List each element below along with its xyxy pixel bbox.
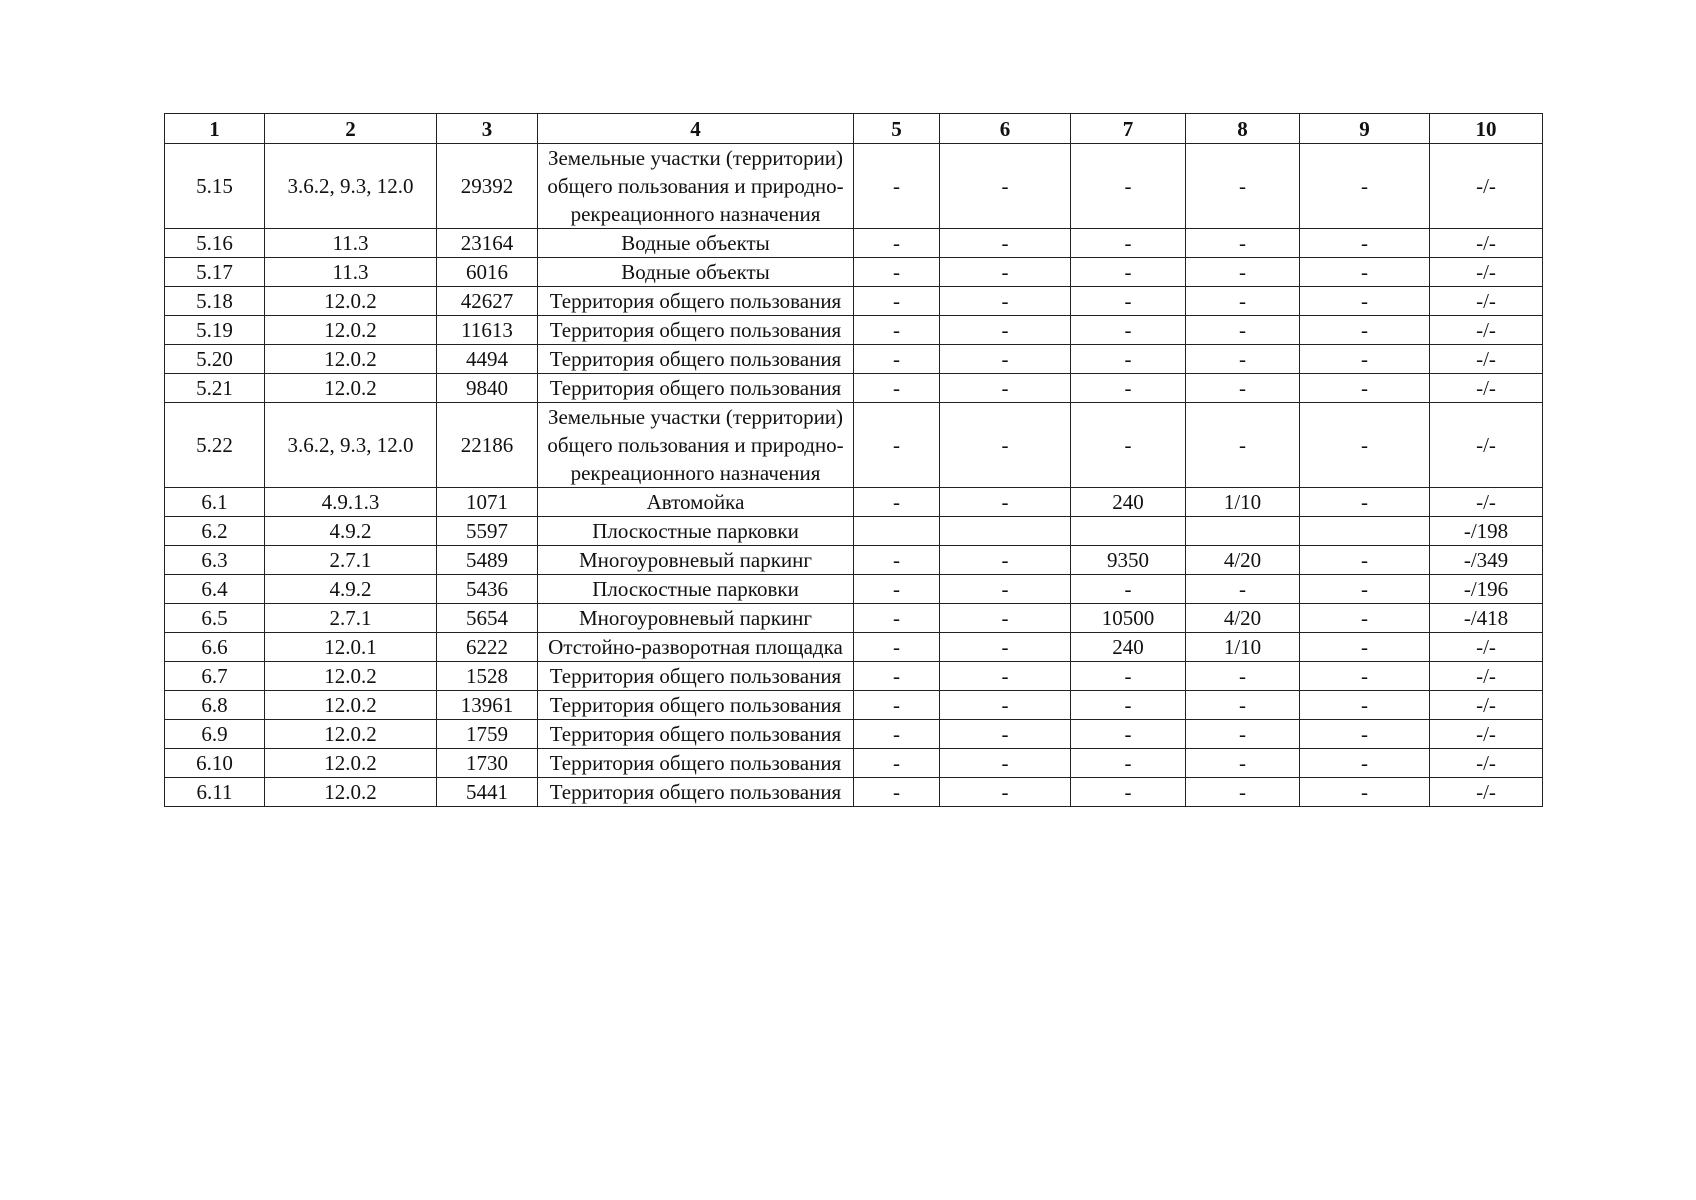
cell-col-9: - xyxy=(1300,749,1430,778)
cell-number: 5.17 xyxy=(165,258,265,287)
cell-col-7: - xyxy=(1071,403,1186,488)
header-col-6: 6 xyxy=(940,114,1071,144)
cell-name: Многоуровневый паркинг xyxy=(538,604,854,633)
cell-area: 4494 xyxy=(437,345,538,374)
cell-col-5: - xyxy=(854,546,940,575)
cell-number: 6.1 xyxy=(165,488,265,517)
cell-col-9: - xyxy=(1300,403,1430,488)
cell-name: Территория общего пользования xyxy=(538,720,854,749)
cell-number: 6.3 xyxy=(165,546,265,575)
cell-use-codes: 3.6.2, 9.3, 12.0 xyxy=(265,144,437,229)
cell-col-10: -/- xyxy=(1430,316,1543,345)
cell-col-10: -/- xyxy=(1430,662,1543,691)
cell-area: 29392 xyxy=(437,144,538,229)
cell-number: 6.9 xyxy=(165,720,265,749)
cell-use-codes: 12.0.2 xyxy=(265,374,437,403)
cell-number: 6.5 xyxy=(165,604,265,633)
cell-col-5: - xyxy=(854,633,940,662)
cell-col-8: - xyxy=(1186,345,1300,374)
cell-col-6: - xyxy=(940,546,1071,575)
cell-col-6: - xyxy=(940,229,1071,258)
cell-name: Территория общего пользования xyxy=(538,345,854,374)
header-col-7: 7 xyxy=(1071,114,1186,144)
cell-name: Территория общего пользования xyxy=(538,662,854,691)
cell-col-8: - xyxy=(1186,287,1300,316)
table-row xyxy=(165,546,1543,575)
cell-use-codes: 12.0.2 xyxy=(265,720,437,749)
cell-name: Отстойно-разворотная площадка xyxy=(538,633,854,662)
cell-col-8: - xyxy=(1186,778,1300,807)
cell-col-7: - xyxy=(1071,662,1186,691)
cell-col-6: - xyxy=(940,374,1071,403)
cell-col-7: 240 xyxy=(1071,633,1186,662)
cell-number: 6.7 xyxy=(165,662,265,691)
header-col-8: 8 xyxy=(1186,114,1300,144)
cell-col-9: - xyxy=(1300,316,1430,345)
cell-name: Водные объекты xyxy=(538,229,854,258)
cell-col-7: - xyxy=(1071,575,1186,604)
cell-col-10: -/- xyxy=(1430,229,1543,258)
cell-use-codes: 4.9.2 xyxy=(265,517,437,546)
table-row xyxy=(165,374,1543,403)
header-col-2: 2 xyxy=(265,114,437,144)
cell-col-6: - xyxy=(940,691,1071,720)
cell-name: Водные объекты xyxy=(538,258,854,287)
cell-col-8: 1/10 xyxy=(1186,633,1300,662)
cell-number: 5.21 xyxy=(165,374,265,403)
cell-col-7 xyxy=(1071,517,1186,546)
cell-col-8: - xyxy=(1186,749,1300,778)
cell-col-5: - xyxy=(854,144,940,229)
cell-number: 6.8 xyxy=(165,691,265,720)
cell-col-8: - xyxy=(1186,374,1300,403)
cell-col-5: - xyxy=(854,229,940,258)
cell-col-5: - xyxy=(854,488,940,517)
table-body xyxy=(165,144,1543,807)
cell-col-9: - xyxy=(1300,662,1430,691)
cell-col-6: - xyxy=(940,575,1071,604)
cell-col-9: - xyxy=(1300,287,1430,316)
cell-number: 5.19 xyxy=(165,316,265,345)
cell-use-codes: 4.9.1.3 xyxy=(265,488,437,517)
cell-col-8: - xyxy=(1186,258,1300,287)
header-row xyxy=(165,114,1543,144)
cell-area: 6016 xyxy=(437,258,538,287)
table-row xyxy=(165,778,1543,807)
cell-col-5 xyxy=(854,517,940,546)
cell-area: 23164 xyxy=(437,229,538,258)
cell-col-10: -/- xyxy=(1430,691,1543,720)
cell-area: 5597 xyxy=(437,517,538,546)
cell-col-8: - xyxy=(1186,144,1300,229)
table-row xyxy=(165,316,1543,345)
cell-col-9: - xyxy=(1300,374,1430,403)
land-plots-table xyxy=(164,113,1543,807)
cell-number: 5.16 xyxy=(165,229,265,258)
cell-col-8: 4/20 xyxy=(1186,546,1300,575)
cell-col-8: - xyxy=(1186,229,1300,258)
cell-col-6: - xyxy=(940,488,1071,517)
cell-col-7: - xyxy=(1071,258,1186,287)
cell-col-7: - xyxy=(1071,316,1186,345)
cell-col-6: - xyxy=(940,662,1071,691)
cell-col-6: - xyxy=(940,316,1071,345)
cell-use-codes: 12.0.2 xyxy=(265,691,437,720)
header-col-5: 5 xyxy=(854,114,940,144)
cell-use-codes: 11.3 xyxy=(265,229,437,258)
cell-name: Территория общего пользования xyxy=(538,749,854,778)
cell-col-7: 10500 xyxy=(1071,604,1186,633)
table-row xyxy=(165,144,1543,229)
cell-area: 5441 xyxy=(437,778,538,807)
cell-col-5: - xyxy=(854,691,940,720)
cell-name: Автомойка xyxy=(538,488,854,517)
table-row xyxy=(165,662,1543,691)
table-row xyxy=(165,287,1543,316)
cell-col-5: - xyxy=(854,287,940,316)
table-row xyxy=(165,575,1543,604)
cell-col-5: - xyxy=(854,575,940,604)
cell-name: Территория общего пользования xyxy=(538,287,854,316)
table-row xyxy=(165,691,1543,720)
cell-col-6: - xyxy=(940,144,1071,229)
cell-use-codes: 12.0.2 xyxy=(265,662,437,691)
cell-col-10: -/- xyxy=(1430,403,1543,488)
cell-name: Земельные участки (территории) общего пользования и природно-рекреационного назначения xyxy=(538,403,854,488)
cell-area: 13961 xyxy=(437,691,538,720)
table-row xyxy=(165,517,1543,546)
cell-col-9 xyxy=(1300,517,1430,546)
cell-number: 5.22 xyxy=(165,403,265,488)
cell-col-6: - xyxy=(940,633,1071,662)
cell-area: 6222 xyxy=(437,633,538,662)
cell-use-codes: 11.3 xyxy=(265,258,437,287)
cell-number: 5.18 xyxy=(165,287,265,316)
cell-col-9: - xyxy=(1300,604,1430,633)
cell-name: Земельные участки (территории) общего пользования и природно-рекреационного назначения xyxy=(538,144,854,229)
cell-col-7: - xyxy=(1071,144,1186,229)
cell-number: 5.20 xyxy=(165,345,265,374)
cell-col-9: - xyxy=(1300,778,1430,807)
cell-col-7: - xyxy=(1071,374,1186,403)
cell-col-8: 1/10 xyxy=(1186,488,1300,517)
cell-col-9: - xyxy=(1300,546,1430,575)
cell-col-9: - xyxy=(1300,488,1430,517)
cell-use-codes: 12.0.2 xyxy=(265,749,437,778)
cell-name: Плоскостные парковки xyxy=(538,575,854,604)
table-row xyxy=(165,749,1543,778)
cell-col-5: - xyxy=(854,374,940,403)
cell-col-5: - xyxy=(854,749,940,778)
header-col-9: 9 xyxy=(1300,114,1430,144)
cell-use-codes: 12.0.2 xyxy=(265,316,437,345)
cell-area: 5654 xyxy=(437,604,538,633)
cell-col-5: - xyxy=(854,720,940,749)
cell-number: 6.2 xyxy=(165,517,265,546)
table-row xyxy=(165,488,1543,517)
cell-area: 1730 xyxy=(437,749,538,778)
cell-area: 5489 xyxy=(437,546,538,575)
cell-col-10: -/- xyxy=(1430,287,1543,316)
cell-col-7: - xyxy=(1071,691,1186,720)
cell-col-6: - xyxy=(940,749,1071,778)
cell-number: 6.6 xyxy=(165,633,265,662)
cell-area: 1528 xyxy=(437,662,538,691)
header-col-3: 3 xyxy=(437,114,538,144)
cell-use-codes: 2.7.1 xyxy=(265,546,437,575)
cell-col-7: - xyxy=(1071,345,1186,374)
cell-col-9: - xyxy=(1300,229,1430,258)
cell-col-9: - xyxy=(1300,720,1430,749)
cell-col-8: - xyxy=(1186,316,1300,345)
cell-area: 1071 xyxy=(437,488,538,517)
cell-area: 1759 xyxy=(437,720,538,749)
cell-use-codes: 12.0.2 xyxy=(265,345,437,374)
cell-number: 6.10 xyxy=(165,749,265,778)
cell-number: 6.11 xyxy=(165,778,265,807)
cell-name: Территория общего пользования xyxy=(538,374,854,403)
cell-col-8 xyxy=(1186,517,1300,546)
table-header xyxy=(165,114,1543,144)
cell-col-10: -/198 xyxy=(1430,517,1543,546)
cell-col-10: -/196 xyxy=(1430,575,1543,604)
cell-col-5: - xyxy=(854,403,940,488)
cell-name: Плоскостные парковки xyxy=(538,517,854,546)
cell-col-6: - xyxy=(940,720,1071,749)
cell-col-9: - xyxy=(1300,633,1430,662)
cell-col-8: - xyxy=(1186,403,1300,488)
cell-col-10: -/- xyxy=(1430,778,1543,807)
cell-col-10: -/- xyxy=(1430,633,1543,662)
cell-use-codes: 4.9.2 xyxy=(265,575,437,604)
cell-col-7: - xyxy=(1071,229,1186,258)
cell-name: Территория общего пользования xyxy=(538,316,854,345)
table-row xyxy=(165,403,1543,488)
cell-col-10: -/- xyxy=(1430,720,1543,749)
cell-col-8: - xyxy=(1186,720,1300,749)
cell-area: 5436 xyxy=(437,575,538,604)
cell-col-5: - xyxy=(854,316,940,345)
cell-col-9: - xyxy=(1300,575,1430,604)
cell-col-10: -/349 xyxy=(1430,546,1543,575)
table-row xyxy=(165,604,1543,633)
cell-col-10: -/- xyxy=(1430,258,1543,287)
cell-col-7: 9350 xyxy=(1071,546,1186,575)
cell-col-7: - xyxy=(1071,287,1186,316)
cell-use-codes: 12.0.2 xyxy=(265,287,437,316)
cell-col-5: - xyxy=(854,778,940,807)
cell-number: 6.4 xyxy=(165,575,265,604)
cell-col-10: -/- xyxy=(1430,488,1543,517)
cell-col-5: - xyxy=(854,258,940,287)
cell-col-6: - xyxy=(940,604,1071,633)
cell-use-codes: 3.6.2, 9.3, 12.0 xyxy=(265,403,437,488)
cell-col-10: -/- xyxy=(1430,374,1543,403)
table-row xyxy=(165,258,1543,287)
cell-col-6 xyxy=(940,517,1071,546)
table-row xyxy=(165,229,1543,258)
cell-col-10: -/- xyxy=(1430,144,1543,229)
cell-area: 42627 xyxy=(437,287,538,316)
header-col-4: 4 xyxy=(538,114,854,144)
header-col-1: 1 xyxy=(165,114,265,144)
cell-col-6: - xyxy=(940,345,1071,374)
cell-area: 11613 xyxy=(437,316,538,345)
cell-number: 5.15 xyxy=(165,144,265,229)
cell-col-8: 4/20 xyxy=(1186,604,1300,633)
cell-area: 9840 xyxy=(437,374,538,403)
cell-col-9: - xyxy=(1300,345,1430,374)
cell-name: Территория общего пользования xyxy=(538,691,854,720)
cell-name: Территория общего пользования xyxy=(538,778,854,807)
cell-col-5: - xyxy=(854,662,940,691)
cell-col-6: - xyxy=(940,778,1071,807)
cell-col-5: - xyxy=(854,345,940,374)
cell-col-6: - xyxy=(940,258,1071,287)
cell-use-codes: 12.0.1 xyxy=(265,633,437,662)
cell-col-9: - xyxy=(1300,258,1430,287)
cell-col-6: - xyxy=(940,287,1071,316)
cell-col-8: - xyxy=(1186,662,1300,691)
cell-col-5: - xyxy=(854,604,940,633)
cell-col-8: - xyxy=(1186,691,1300,720)
cell-col-10: -/- xyxy=(1430,749,1543,778)
cell-col-7: - xyxy=(1071,720,1186,749)
header-col-10: 10 xyxy=(1430,114,1543,144)
cell-area: 22186 xyxy=(437,403,538,488)
cell-col-10: -/- xyxy=(1430,345,1543,374)
cell-col-7: - xyxy=(1071,749,1186,778)
table-row xyxy=(165,720,1543,749)
cell-col-8: - xyxy=(1186,575,1300,604)
cell-col-7: - xyxy=(1071,778,1186,807)
table-row xyxy=(165,633,1543,662)
cell-col-6: - xyxy=(940,403,1071,488)
cell-use-codes: 2.7.1 xyxy=(265,604,437,633)
table-row xyxy=(165,345,1543,374)
cell-col-9: - xyxy=(1300,691,1430,720)
cell-col-7: 240 xyxy=(1071,488,1186,517)
cell-col-9: - xyxy=(1300,144,1430,229)
cell-col-10: -/418 xyxy=(1430,604,1543,633)
cell-use-codes: 12.0.2 xyxy=(265,778,437,807)
cell-name: Многоуровневый паркинг xyxy=(538,546,854,575)
